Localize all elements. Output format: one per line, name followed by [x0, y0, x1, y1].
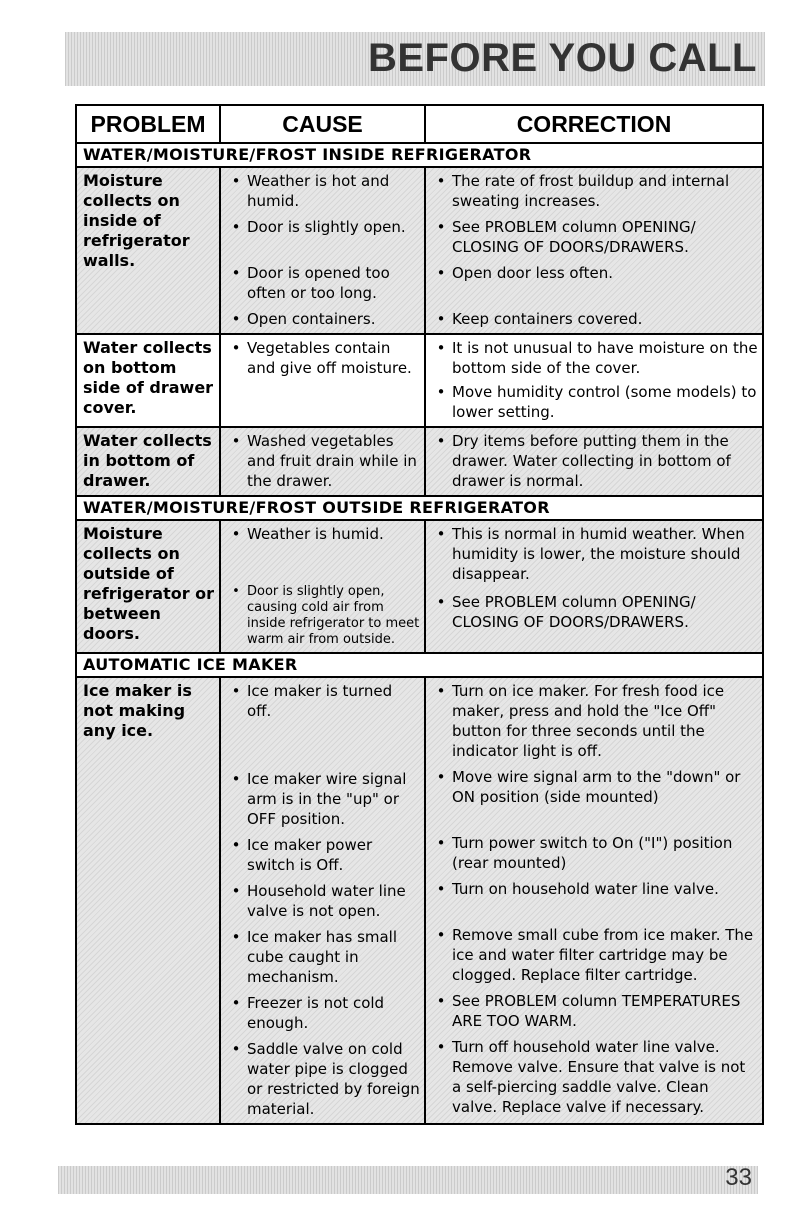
cause-item: • Weather is hot and humid. — [225, 171, 420, 211]
bullet-icon: • — [436, 834, 446, 852]
section-title: WATER/MOISTURE/FROST OUTSIDE REFRIGERATOR — [77, 497, 762, 521]
bullet-icon: • — [436, 310, 446, 328]
bullet-icon: • — [231, 928, 241, 946]
bullet-icon: • — [436, 593, 446, 611]
problem-cell: Water collects in bottom of drawer. — [83, 431, 212, 490]
correction-cell — [424, 335, 762, 426]
bullet-icon: • — [231, 770, 241, 788]
cause-item: • Washed vegetables and fruit drain while in the drawer. — [225, 431, 420, 491]
correction-item: • Remove small cube from ice maker. The ice and water filter cartridge may be clogged. Replace filter cartridge. — [430, 925, 758, 985]
correction-item: • Dry items before putting them in the drawer. Water collecting in bottom of drawer is normal. — [430, 431, 758, 491]
bullet-icon: • — [231, 339, 241, 357]
column-header-cause: CAUSE — [219, 106, 424, 142]
cause-item: • Weather is humid. — [225, 524, 420, 544]
page-title: BEFORE YOU CALL — [367, 36, 757, 80]
correction-cell — [424, 678, 762, 1123]
correction-item: • Open door less often. — [430, 263, 758, 283]
bullet-icon: • — [436, 339, 446, 357]
correction-item: • Turn on household water line valve. — [430, 879, 758, 899]
cause-item: • Vegetables contain and give off moisture. — [225, 338, 420, 378]
bullet-icon: • — [231, 525, 241, 543]
cause-cell — [219, 335, 424, 426]
bullet-icon: • — [436, 682, 446, 700]
table-row — [77, 521, 762, 654]
cause-cell — [219, 521, 424, 652]
problem-cell: Water collects on bottom side of drawer cover. — [83, 338, 214, 417]
column-header-row — [77, 106, 762, 144]
bullet-icon: • — [436, 172, 446, 190]
correction-cell — [424, 521, 762, 652]
bullet-icon: • — [231, 218, 241, 236]
bullet-icon: • — [231, 310, 241, 328]
bullet-icon: • — [436, 926, 446, 944]
correction-item: • Turn off household water line valve. Remove valve. Ensure that valve is not a self-piercing saddle valve. Clean valve. Replace valve if necessary. — [430, 1037, 758, 1117]
correction-item: • See PROBLEM column TEMPERATURES ARE TOO WARM. — [430, 991, 758, 1031]
bullet-icon: • — [436, 1038, 446, 1056]
troubleshooting-table — [75, 104, 764, 1125]
bullet-icon: • — [436, 992, 446, 1010]
correction-item: • See PROBLEM column OPENING/ CLOSING OF DOORS/DRAWERS. — [430, 592, 758, 632]
bullet-icon: • — [231, 1040, 241, 1058]
column-header-problem: PROBLEM — [90, 110, 206, 137]
bullet-icon: • — [231, 882, 241, 900]
correction-item: • Turn power switch to On ("I") position (rear mounted) — [430, 833, 758, 873]
bullet-icon: • — [436, 218, 446, 236]
bullet-icon: • — [231, 994, 241, 1012]
table-row — [77, 335, 762, 428]
correction-cell — [424, 428, 762, 495]
problem-cell: Moisture collects on outside of refrigerator or between doors. — [83, 524, 215, 643]
cause-cell — [219, 678, 424, 1123]
correction-item: • Move wire signal arm to the "down" or ON position (side mounted) — [430, 767, 758, 807]
bullet-icon: • — [436, 880, 446, 898]
table-row — [77, 428, 762, 497]
cause-item: • Door is slightly open, causing cold air from inside refrigerator to meet warm air from outside. — [225, 584, 420, 648]
correction-cell — [424, 168, 762, 333]
bullet-icon: • — [436, 383, 446, 401]
bullet-icon: • — [231, 432, 241, 450]
correction-item: • It is not unusual to have moisture on the bottom side of the cover. — [430, 338, 758, 378]
cause-cell — [219, 168, 424, 333]
cause-item: • Saddle valve on cold water pipe is clogged or restricted by foreign material. — [225, 1039, 420, 1119]
table-row — [77, 168, 762, 335]
cause-item: • Door is slightly open. — [225, 217, 420, 237]
correction-item: • See PROBLEM column OPENING/ CLOSING OF DOORS/DRAWERS. — [430, 217, 758, 257]
correction-item: • This is normal in humid weather. When humidity is lower, the moisture should disappear. — [430, 524, 758, 584]
table-row — [77, 678, 762, 1123]
bullet-icon: • — [231, 264, 241, 282]
bullet-icon: • — [231, 836, 241, 854]
footer-band — [58, 1166, 758, 1194]
problem-cell: Moisture collects on inside of refrigerator walls. — [83, 171, 190, 270]
section-title: WATER/MOISTURE/FROST INSIDE REFRIGERATOR — [77, 144, 762, 168]
column-header-correction: CORRECTION — [424, 106, 762, 142]
bullet-icon: • — [436, 432, 446, 450]
correction-item: • The rate of frost buildup and internal sweating increases. — [430, 171, 758, 211]
cause-item: • Ice maker has small cube caught in mechanism. — [225, 927, 420, 987]
correction-item: • Keep containers covered. — [430, 309, 758, 329]
cause-item: • Household water line valve is not open. — [225, 881, 420, 921]
bullet-icon: • — [231, 682, 241, 700]
cause-item: • Ice maker power switch is Off. — [225, 835, 420, 875]
bullet-icon: • — [436, 264, 446, 282]
cause-item: • Ice maker is turned off. — [225, 681, 420, 721]
cause-item: • Open containers. — [225, 309, 420, 329]
cause-item: • Ice maker wire signal arm is in the "up" or OFF position. — [225, 769, 420, 829]
problem-cell: Ice maker is not making any ice. — [83, 681, 192, 740]
bullet-icon: • — [231, 172, 241, 190]
correction-item: • Move humidity control (some models) to lower setting. — [430, 382, 758, 422]
cause-cell — [219, 428, 424, 495]
bullet-icon: • — [232, 584, 240, 599]
correction-item: • Turn on ice maker. For fresh food ice maker, press and hold the "Ice Off" button for three seconds until the indicator light is off. — [430, 681, 758, 761]
cause-item: • Freezer is not cold enough. — [225, 993, 420, 1033]
cause-item: • Door is opened too often or too long. — [225, 263, 420, 303]
bullet-icon: • — [436, 768, 446, 786]
page-number: 33 — [725, 1164, 752, 1191]
header-band — [65, 32, 765, 86]
section-title: AUTOMATIC ICE MAKER — [77, 654, 762, 678]
bullet-icon: • — [436, 525, 446, 543]
